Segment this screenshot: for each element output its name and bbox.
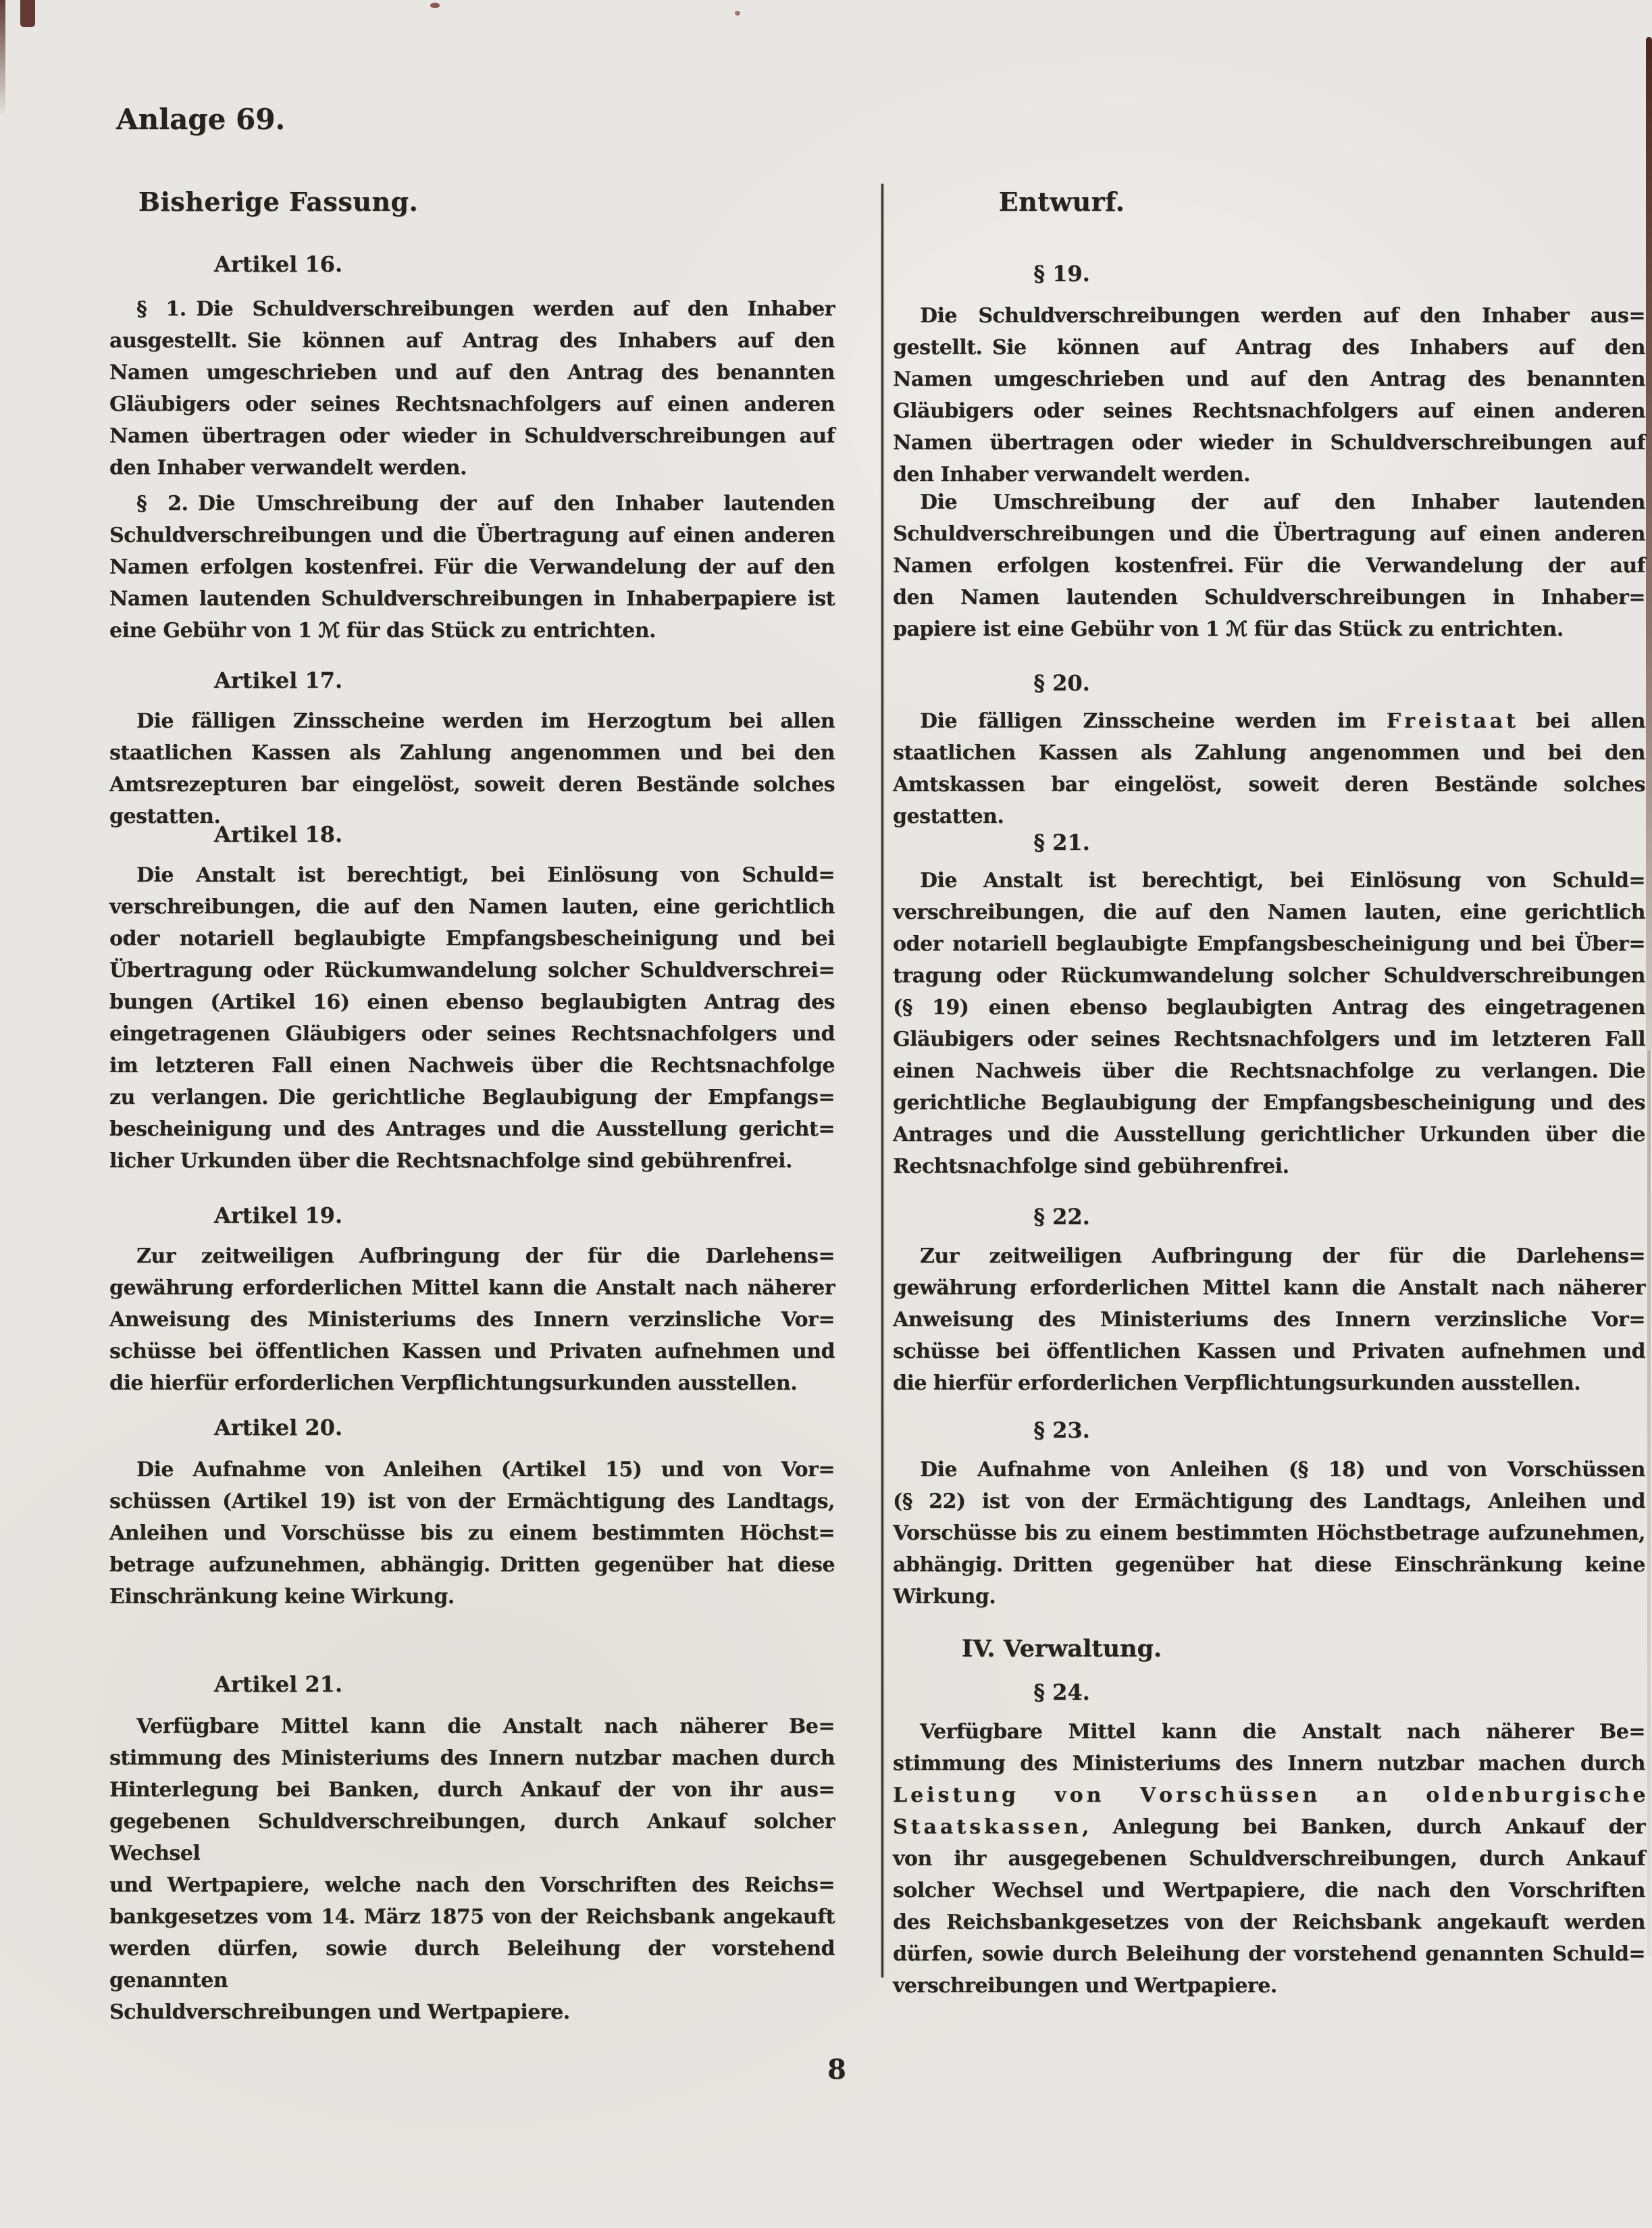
text-line: (§ 22) ist von der Ermächtigung des Landtags, Anleihen und <box>893 1490 1645 1513</box>
column-header-left: Bisherige Fassung. <box>138 186 419 217</box>
paragraph-art17 <box>109 705 835 832</box>
text-line: Zur zeitweiligen Aufbringung der für die Darlehens= <box>136 1244 835 1268</box>
text-line: Namen lautenden Schuldverschreibungen in Inhaberpapiere ist <box>109 587 835 611</box>
text-line: bankgesetzes vom 14. März 1875 von der Reichsbank angekauft <box>109 1905 835 1929</box>
text-line: den Inhaber verwandelt werden. <box>893 463 1250 486</box>
text-line: Anweisung des Ministeriums des Innern verzinsliche Vor= <box>109 1308 835 1332</box>
text-line: im letzteren Fall einen Nachweis über die Rechtsnachfolge <box>109 1054 835 1078</box>
paragraph-s23 <box>893 1454 1645 1613</box>
text-line: Schuldverschreibungen und die Übertragung auf einen anderen <box>893 522 1645 546</box>
paragraph-art20 <box>109 1454 835 1613</box>
text-line: den Namen lautenden Schuldverschreibungen in Inhaber= <box>893 586 1645 609</box>
text-line: die hierfür erforderlichen Verpflichtungsurkunden ausstellen. <box>109 1371 798 1395</box>
text-line: Verfügbare Mittel kann die Anstalt nach näherer Be= <box>920 1720 1645 1744</box>
text-line: gestatten. <box>893 805 1004 828</box>
text-line: Namen erfolgen kostenfrei. Für die Verwandelung der auf den <box>109 555 835 579</box>
text-line: den Inhaber verwandelt werden. <box>109 456 467 480</box>
paragraph-s22 <box>893 1240 1645 1399</box>
text-line: Anleihen und Vorschüsse bis zu einem bestimmten Höchst= <box>109 1521 835 1545</box>
text-line: Rechtsnachfolge sind gebührenfrei. <box>893 1155 1289 1178</box>
text-line: schüssen (Artikel 19) ist von der Ermächtigung des Landtags, <box>109 1490 835 1513</box>
text-line: S t a a t s k a s s e n , Anlegung bei Banken, durch Ankauf der <box>893 1815 1645 1839</box>
text-line: gestellt. Sie können auf Antrag des Inhabers auf den <box>893 336 1645 359</box>
column-divider <box>881 184 883 1977</box>
text-line: Namen übertragen oder wieder in Schuldverschreibungen auf <box>893 431 1645 455</box>
text-line: Namen übertragen oder wieder in Schuldverschreibungen auf <box>109 424 835 448</box>
text-line: papiere ist eine Gebühr von 1 ℳ für das Stück zu entrichten. <box>893 617 1564 641</box>
paragraph-art16-1 <box>109 293 835 484</box>
text-line: verschreibungen, die auf den Namen lauten, eine gerichtlich <box>893 901 1645 924</box>
scan-stain-left-edge <box>0 0 5 115</box>
text-line: Die Anstalt ist berechtigt, bei Einlösung von Schuld= <box>920 869 1645 892</box>
text-line: staatlichen Kassen als Zahlung angenommen und bei den <box>893 741 1645 765</box>
text-line: Hinterlegung bei Banken, durch Ankauf der von ihr aus= <box>109 1778 835 1802</box>
paragraph-s20 <box>893 705 1645 832</box>
article-heading-18: Artikel 18. <box>213 821 343 847</box>
text-line: Amtskassen bar eingelöst, soweit deren Bestände solches <box>893 773 1645 796</box>
paragraph-art21 <box>109 1711 835 2028</box>
paragraph-art18 <box>109 859 835 1177</box>
margin-annotation: Anlage 69. <box>116 103 286 136</box>
text-line: Die fälligen Zinsscheine werden im F r e i s t a a t bei allen <box>920 709 1645 733</box>
scan-stain-right-edge <box>1646 37 1652 1050</box>
text-line: oder notariell beglaubigte Empfangsbescheinigung und bei Über= <box>893 932 1645 956</box>
column-header-right: Entwurf. <box>998 186 1125 217</box>
paragraph-heading-21: § 21. <box>1033 830 1090 855</box>
text-line: gewährung erforderlichen Mittel kann die Anstalt nach näherer <box>109 1276 835 1300</box>
section-heading-verwaltung: IV. Verwaltung. <box>961 1635 1162 1663</box>
text-line: Schuldverschreibungen und Wertpapiere. <box>109 2000 570 2024</box>
text-line: Zur zeitweiligen Aufbringung der für die Darlehens= <box>920 1244 1645 1268</box>
text-line: schüsse bei öffentlichen Kassen und Privaten aufnehmen und <box>893 1340 1645 1363</box>
text-line: einen Nachweis über die Rechtsnachfolge zu verlangen. Die <box>893 1059 1645 1083</box>
column-left <box>109 0 835 2228</box>
text-line: Einschränkung keine Wirkung. <box>109 1585 455 1609</box>
text-line: Schuldverschreibungen und die Übertragung auf einen anderen <box>109 524 835 547</box>
text-line: stimmung des Ministeriums des Innern nutzbar machen durch <box>109 1746 835 1770</box>
paragraph-s24 <box>893 1716 1645 2002</box>
text-line: tragung oder Rückumwandelung solcher Schuldverschreibungen <box>893 964 1645 988</box>
text-line: bescheinigung und des Antrages und die Ausstellung gericht= <box>109 1117 835 1141</box>
scan-stain-right-edge-faint <box>1647 1050 1651 1956</box>
text-line: L e i s t u n g v o n V o r s c h ü s s e n a n o l d e n b u r g i s c h e <box>893 1783 1645 1807</box>
text-line: werden dürfen, sowie durch Beleihung der vorstehend genannten <box>109 1937 835 1992</box>
text-line: Namen umgeschrieben und auf den Antrag des benannten <box>109 361 835 384</box>
paragraph-art19 <box>109 1240 835 1399</box>
text-line: gestatten. <box>109 805 221 828</box>
text-line: Die Aufnahme von Anleihen (Artikel 15) und von Vor= <box>136 1458 835 1482</box>
text-line: Vorschüsse bis zu einem bestimmten Höchstbetrage aufzunehmen, <box>893 1521 1645 1545</box>
text-line: oder notariell beglaubigte Empfangsbescheinigung und bei <box>109 927 835 951</box>
text-line: licher Urkunden über die Rechtsnachfolge sind gebührenfrei. <box>109 1149 792 1173</box>
article-heading-21: Artikel 21. <box>213 1671 343 1697</box>
text-line: Gläubigers oder seines Rechtsnachfolgers auf einen anderen <box>893 399 1645 423</box>
paragraph-heading-20: § 20. <box>1033 670 1090 696</box>
text-line: eingetragenen Gläubigers oder seines Rechtsnachfolgers und <box>109 1022 835 1046</box>
article-heading-17: Artikel 17. <box>213 667 343 693</box>
article-heading-20: Artikel 20. <box>213 1415 343 1440</box>
text-line: schüsse bei öffentlichen Kassen und Privaten aufnehmen und <box>109 1340 835 1363</box>
text-line: § 1. Die Schuldverschreibungen werden auf den Inhaber <box>136 297 835 321</box>
paragraph-s19-1 <box>893 300 1645 490</box>
text-line: § 2. Die Umschreibung der auf den Inhaber lautenden <box>136 492 835 515</box>
text-line: Die fälligen Zinsscheine werden im Herzogtum bei allen <box>136 709 835 733</box>
paragraph-s21 <box>893 865 1645 1182</box>
text-line: staatlichen Kassen als Zahlung angenommen und bei den <box>109 741 835 765</box>
text-line: Verfügbare Mittel kann die Anstalt nach näherer Be= <box>136 1715 835 1738</box>
text-line: Gläubigers oder seines Rechtsnachfolgers und im letzteren Fall <box>893 1028 1645 1051</box>
text-line: gerichtliche Beglaubigung der Empfangsbescheinigung und des <box>893 1091 1645 1115</box>
text-line: betrage aufzunehmen, abhängig. Dritten gegenüber hat diese <box>109 1553 835 1577</box>
text-line: und Wertpapiere, welche nach den Vorschriften des Reichs= <box>109 1873 835 1897</box>
page-number: 8 <box>827 2054 846 2085</box>
text-line: gegebenen Schuldverschreibungen, durch Ankauf solcher Wechsel <box>109 1810 835 1865</box>
text-line: Übertragung oder Rückumwandelung solcher Schuldverschrei= <box>109 959 835 982</box>
scan-stain-top-left-corner <box>20 0 35 27</box>
text-line: verschreibungen und Wertpapiere. <box>893 1974 1277 1998</box>
article-heading-19: Artikel 19. <box>213 1202 343 1228</box>
text-line: (§ 19) einen ebenso beglaubigten Antrag des eingetragenen <box>893 996 1645 1019</box>
article-heading-16: Artikel 16. <box>213 251 343 277</box>
text-line: zu verlangen. Die gerichtliche Beglaubigung der Empfangs= <box>109 1086 835 1109</box>
text-line: Wirkung. <box>893 1585 996 1609</box>
text-line: verschreibungen, die auf den Namen lauten, eine gerichtlich <box>109 895 835 919</box>
text-line: Die Schuldverschreibungen werden auf den Inhaber aus= <box>920 304 1645 328</box>
text-line: bungen (Artikel 16) einen ebenso beglaubigten Antrag des <box>109 990 835 1014</box>
paragraph-art16-2 <box>109 488 835 647</box>
text-line: Die Anstalt ist berechtigt, bei Einlösung von Schuld= <box>136 863 835 887</box>
text-line: Die Aufnahme von Anleihen (§ 18) und von Vorschüssen <box>920 1458 1645 1482</box>
paragraph-heading-19: § 19. <box>1033 261 1090 286</box>
text-line: abhängig. Dritten gegenüber hat diese Einschränkung keine <box>893 1553 1645 1577</box>
text-line: Namen erfolgen kostenfrei. Für die Verwandelung der auf <box>893 554 1645 578</box>
text-line: dürfen, sowie durch Beleihung der vorstehend genannten Schuld= <box>893 1942 1645 1966</box>
text-line: Namen umgeschrieben und auf den Antrag des benannten <box>893 368 1645 391</box>
paragraph-heading-24: § 24. <box>1033 1679 1090 1705</box>
text-line: Anweisung des Ministeriums des Innern verzinsliche Vor= <box>893 1308 1645 1332</box>
text-line: die hierfür erforderlichen Verpflichtungsurkunden ausstellen. <box>893 1371 1581 1395</box>
text-line: ausgestellt. Sie können auf Antrag des Inhabers auf den <box>109 329 835 353</box>
text-line: von ihr ausgegebenen Schuldverschreibungen, durch Ankauf <box>893 1847 1645 1871</box>
paragraph-heading-23: § 23. <box>1033 1417 1090 1443</box>
text-line: Amtsrezepturen bar eingelöst, soweit deren Bestände solches <box>109 773 835 796</box>
text-line: Die Umschreibung der auf den Inhaber lautenden <box>920 490 1645 514</box>
text-line: Antrages und die Ausstellung gerichtlicher Urkunden über die <box>893 1123 1645 1146</box>
paragraph-s19-2 <box>893 486 1645 645</box>
column-right <box>893 0 1645 2228</box>
text-line: solcher Wechsel und Wertpapiere, die nach den Vorschriften <box>893 1879 1645 1902</box>
text-line: Gläubigers oder seines Rechtsnachfolgers auf einen anderen <box>109 393 835 416</box>
text-line: eine Gebühr von 1 ℳ für das Stück zu entrichten. <box>109 619 656 642</box>
text-line: gewährung erforderlichen Mittel kann die Anstalt nach näherer <box>893 1276 1645 1300</box>
text-line: des Reichsbankgesetzes von der Reichsbank angekauft werden <box>893 1910 1645 1934</box>
text-line: stimmung des Ministeriums des Innern nutzbar machen durch <box>893 1752 1645 1775</box>
paragraph-heading-22: § 22. <box>1033 1204 1090 1230</box>
